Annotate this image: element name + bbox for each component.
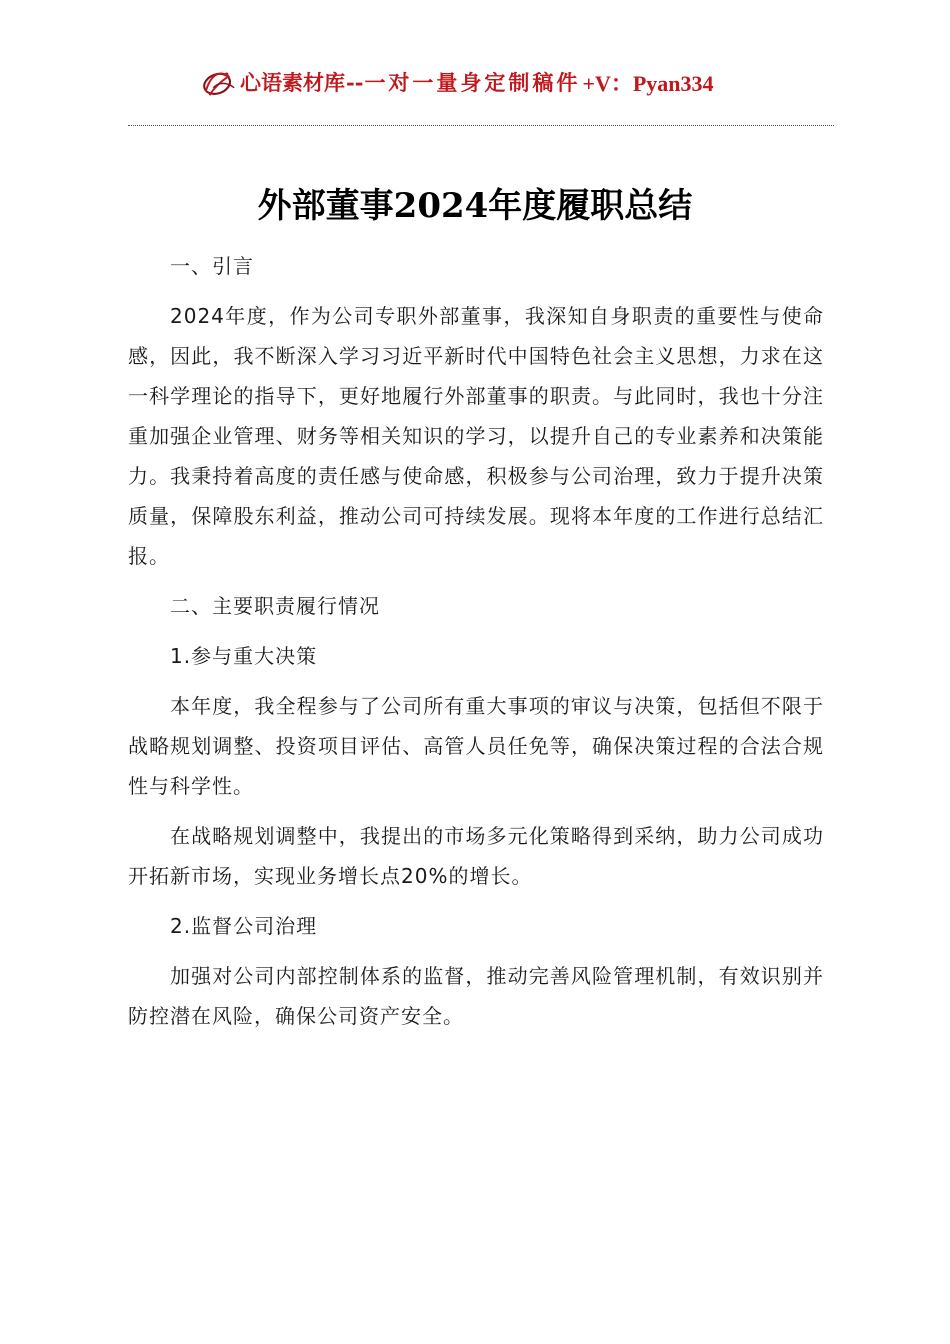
- paragraph-strategy: 在战略规划调整中，我提出的市场多元化策略得到采纳，助力公司成功开拓新市场，实现业务增长点20%的增长。: [128, 824, 824, 888]
- document-title: 外部董事2024年度履职总结: [257, 186, 693, 226]
- header-slogan: 一对一量身定制稿件: [364, 70, 581, 95]
- subheading-decisions: 1.参与重大决策: [170, 644, 318, 668]
- paragraph-decisions: 本年度，我全程参与了公司所有重大事项的审议与决策，包括但不限于战略规划调整、投资项目评估、高管人员任免等，确保决策过程的合法合规性与科学性。: [128, 694, 824, 798]
- header-contact: +V：Pyan334: [582, 70, 714, 96]
- paragraph-governance: 加强对公司内部控制体系的监督，推动完善风险管理机制，有效识别并防控潜在风险，确保公司资产安全。: [128, 964, 824, 1028]
- page-header: [200, 62, 714, 102]
- header-separator: --: [346, 69, 364, 95]
- document-body: [128, 246, 824, 1046]
- header-brand: 心语素材库: [240, 71, 345, 95]
- subheading-governance: 2.监督公司治理: [170, 914, 318, 938]
- signature-logo-icon: [200, 63, 238, 101]
- paragraph-intro: 2024年度，作为公司专职外部董事，我深知自身职责的重要性与使命感，因此，我不断深入学习习近平新时代中国特色社会主义思想，力求在这一科学理论的指导下，更好地履行外部董事的职责。与此同时，我也十分注重加强企业管理、财务等相关知识的学习，以提升自己的专业素养和决策能力。我秉持着高度的责任感与使命感，积极参与公司治理，致力于提升决策质量，保障股东利益，推动公司可持续发展。现将本年度的工作进行总结汇报。: [128, 304, 824, 568]
- header-divider: [128, 125, 834, 126]
- section-heading-duties: 二、主要职责履行情况: [170, 594, 380, 618]
- section-heading-intro: 一、引言: [170, 254, 254, 278]
